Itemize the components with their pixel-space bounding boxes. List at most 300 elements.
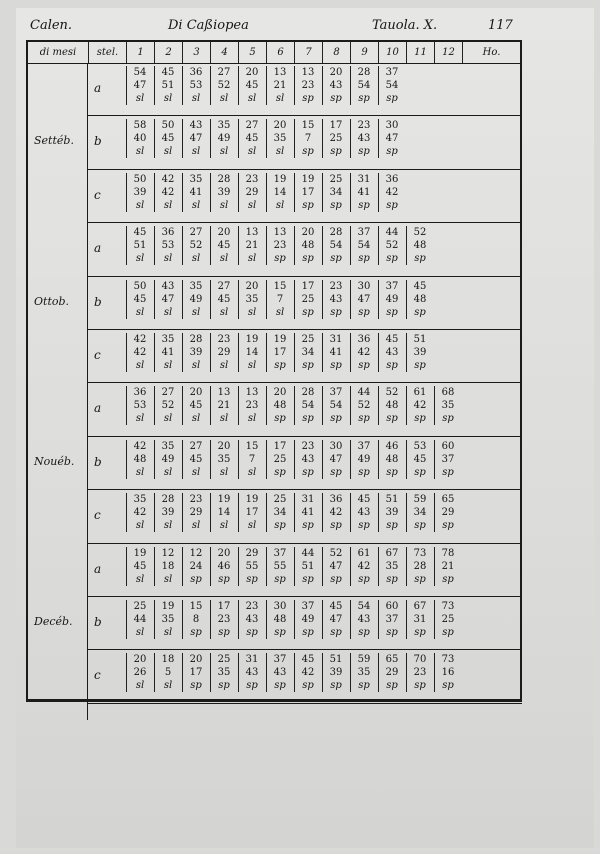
table-cell <box>126 493 153 532</box>
cell-quadrant: sl <box>135 253 145 265</box>
table-cell <box>294 386 321 425</box>
cell-quadrant: sl <box>135 93 145 104</box>
cell-minutes: 25 <box>441 614 455 625</box>
table-cell <box>266 440 293 479</box>
cell-degrees: 13 <box>273 227 287 239</box>
cell-degrees: 27 <box>189 227 203 239</box>
cell-minutes: 45 <box>245 133 259 145</box>
cell-degrees: 73 <box>441 601 455 612</box>
table-cell <box>238 440 265 479</box>
cell-minutes: 45 <box>413 453 427 465</box>
cell-quadrant: sp <box>386 199 398 211</box>
cell-quadrant: sp <box>218 627 230 638</box>
table-cell <box>434 600 461 639</box>
column-header-12: 11 <box>406 42 434 63</box>
cell-minutes: 35 <box>217 667 231 679</box>
column-header-13: 12 <box>434 42 462 63</box>
cell-minutes: 39 <box>329 667 343 679</box>
table-cell <box>294 547 321 586</box>
cell-minutes: 23 <box>301 80 315 91</box>
cell-degrees: 28 <box>189 334 203 345</box>
cell-quadrant: sp <box>442 520 454 532</box>
cell-quadrant: sp <box>358 680 370 692</box>
cell-minutes: 14 <box>217 507 231 519</box>
decade-label: a <box>94 241 102 256</box>
decade-label: c <box>94 668 101 683</box>
ho-column-divider <box>520 42 522 699</box>
cell-degrees: 37 <box>357 227 371 239</box>
cell-degrees: 20 <box>245 280 259 292</box>
cell-quadrant: sl <box>275 306 285 318</box>
cell-minutes: 34 <box>329 186 343 198</box>
table-cell <box>266 66 293 105</box>
header-page-number: 117 <box>488 18 513 33</box>
cell-degrees: 58 <box>133 120 147 132</box>
cell-minutes: 26 <box>133 667 147 679</box>
table-cell <box>294 66 321 105</box>
cell-quadrant: sp <box>274 413 286 425</box>
cell-minutes: 48 <box>385 453 399 465</box>
cell-minutes: 21 <box>217 400 231 412</box>
cell-degrees: 37 <box>385 280 399 292</box>
cell-quadrant: sp <box>302 199 314 211</box>
cell-minutes: 39 <box>413 347 427 358</box>
decade-label: b <box>94 294 102 309</box>
cell-quadrant: sp <box>358 627 370 638</box>
cell-degrees: 73 <box>413 547 427 559</box>
cell-degrees: 35 <box>133 494 147 506</box>
column-header-14: Ho. <box>462 42 520 63</box>
cell-quadrant: sp <box>274 627 286 638</box>
cell-degrees: 36 <box>189 67 203 78</box>
cell-minutes: 21 <box>273 80 287 91</box>
cell-minutes: 34 <box>413 507 427 519</box>
cell-quadrant: sp <box>302 253 314 265</box>
cell-quadrant: sp <box>302 306 314 318</box>
column-header-1: stel. <box>88 42 126 63</box>
cell-minutes: 5 <box>164 667 172 679</box>
table-row <box>88 490 522 543</box>
cell-minutes: 52 <box>385 240 399 252</box>
cell-degrees: 31 <box>301 494 315 506</box>
table-cell <box>294 280 321 319</box>
cell-quadrant: sp <box>442 627 454 638</box>
column-header-3: 2 <box>154 42 182 63</box>
cell-minutes: 47 <box>357 293 371 305</box>
cell-quadrant: sl <box>163 627 173 638</box>
cell-degrees: 13 <box>217 387 231 399</box>
table-row <box>88 223 522 276</box>
table-cell <box>350 653 377 692</box>
cell-degrees: 17 <box>273 440 287 452</box>
cell-minutes: 42 <box>413 400 427 412</box>
table-cell <box>350 280 377 319</box>
cell-quadrant: sp <box>414 413 426 425</box>
cell-minutes: 48 <box>273 614 287 625</box>
cell-quadrant: sp <box>414 520 426 532</box>
cell-minutes: 14 <box>273 186 287 198</box>
cell-quadrant: sp <box>414 253 426 265</box>
table-cell <box>182 226 209 265</box>
table-cell <box>210 280 237 319</box>
cell-minutes: 43 <box>245 667 259 679</box>
cell-degrees: 23 <box>329 280 343 292</box>
cell-minutes: 52 <box>217 80 231 91</box>
cell-degrees: 53 <box>413 440 427 452</box>
cell-minutes: 42 <box>357 560 371 572</box>
decade-label: b <box>94 615 102 629</box>
cell-quadrant: sl <box>135 413 145 425</box>
table-cell <box>238 600 265 639</box>
cell-degrees: 45 <box>385 334 399 345</box>
header-table-number: Tauola. X. <box>372 18 438 33</box>
cell-degrees: 17 <box>217 601 231 612</box>
astronomical-table <box>26 40 522 702</box>
table-cell <box>378 173 405 212</box>
cell-quadrant: sl <box>219 199 229 211</box>
column-header-10: 9 <box>350 42 378 63</box>
cell-quadrant: sl <box>219 306 229 318</box>
table-cell <box>378 226 405 265</box>
cell-quadrant: sp <box>330 413 342 425</box>
table-cell <box>378 493 405 532</box>
table-cell <box>294 600 321 639</box>
cell-minutes: 34 <box>273 507 287 519</box>
cell-quadrant: sp <box>330 466 342 478</box>
cell-degrees: 54 <box>357 601 371 612</box>
table-cell <box>182 66 209 105</box>
cell-minutes: 51 <box>161 80 175 91</box>
table-cell <box>154 119 181 158</box>
cell-minutes: 37 <box>441 453 455 465</box>
cell-minutes: 23 <box>273 240 287 252</box>
header-constellation: Di Caßiopea <box>168 18 249 33</box>
table-cell <box>210 600 237 639</box>
cell-degrees: 20 <box>217 547 231 559</box>
cell-minutes: 17 <box>273 347 287 358</box>
cell-minutes: 41 <box>301 507 315 519</box>
cell-minutes: 54 <box>301 400 315 412</box>
cell-minutes: 7 <box>304 133 312 145</box>
cell-minutes: 47 <box>133 80 147 91</box>
cell-degrees: 25 <box>273 494 287 506</box>
table-cell <box>406 280 433 319</box>
table-cell <box>154 386 181 425</box>
column-header-8: 7 <box>294 42 322 63</box>
table-cell <box>238 493 265 532</box>
cell-quadrant: sl <box>219 146 229 158</box>
cell-minutes: 43 <box>329 80 343 91</box>
table-cell <box>126 333 153 372</box>
table-cell <box>322 226 349 265</box>
cell-degrees: 35 <box>161 334 175 345</box>
cell-quadrant: sl <box>135 573 145 585</box>
cell-minutes: 35 <box>385 560 399 572</box>
cell-minutes: 43 <box>357 133 371 145</box>
cell-degrees: 19 <box>217 494 231 506</box>
table-cell <box>126 66 153 105</box>
cell-degrees: 36 <box>133 387 147 399</box>
cell-minutes: 24 <box>189 560 203 572</box>
cell-quadrant: sp <box>218 573 230 585</box>
cell-minutes: 52 <box>189 240 203 252</box>
table-cell <box>406 226 433 265</box>
cell-minutes: 45 <box>217 240 231 252</box>
cell-degrees: 12 <box>189 547 203 559</box>
cell-degrees: 25 <box>133 601 147 612</box>
cell-quadrant: sl <box>191 253 201 265</box>
cell-degrees: 25 <box>329 173 343 185</box>
table-cell <box>406 386 433 425</box>
cell-minutes: 39 <box>161 507 175 519</box>
cell-degrees: 45 <box>133 227 147 239</box>
cell-degrees: 54 <box>133 67 147 78</box>
cell-degrees: 19 <box>133 547 147 559</box>
table-cell <box>294 119 321 158</box>
cell-degrees: 15 <box>273 280 287 292</box>
cell-degrees: 27 <box>189 440 203 452</box>
cell-degrees: 43 <box>189 120 203 132</box>
column-header-row <box>28 42 520 64</box>
cell-degrees: 23 <box>245 601 259 612</box>
cell-quadrant: sp <box>274 573 286 585</box>
decade-label: a <box>94 81 102 95</box>
cell-degrees: 31 <box>357 173 371 185</box>
table-cell <box>322 280 349 319</box>
cell-degrees: 60 <box>441 440 455 452</box>
table-cell <box>378 66 405 105</box>
table-cell <box>126 226 153 265</box>
header-calendar: Calen. <box>30 18 73 33</box>
cell-degrees: 27 <box>245 120 259 132</box>
table-cell <box>406 440 433 479</box>
cell-minutes: 53 <box>189 80 203 91</box>
cell-quadrant: sl <box>163 466 173 478</box>
cell-quadrant: sp <box>190 573 202 585</box>
cell-quadrant: sp <box>414 466 426 478</box>
table-cell <box>322 386 349 425</box>
table-cell <box>294 493 321 532</box>
cell-quadrant: sp <box>386 627 398 638</box>
cell-minutes: 43 <box>357 507 371 519</box>
table-cell <box>406 653 433 692</box>
table-cell <box>266 119 293 158</box>
cell-minutes: 28 <box>413 560 427 572</box>
cell-degrees: 37 <box>357 440 371 452</box>
cell-minutes: 42 <box>329 507 343 519</box>
cell-degrees: 45 <box>357 494 371 506</box>
cell-minutes: 45 <box>217 293 231 305</box>
table-cell <box>266 333 293 372</box>
table-cell <box>210 653 237 692</box>
cell-quadrant: sl <box>163 680 173 692</box>
cell-minutes: 8 <box>192 614 200 625</box>
column-header-0: di mesi <box>39 47 77 58</box>
cell-minutes: 45 <box>133 560 147 572</box>
table-cell <box>322 173 349 212</box>
cell-quadrant: sp <box>414 627 426 638</box>
cell-quadrant: sl <box>247 93 257 104</box>
cell-minutes: 39 <box>217 186 231 198</box>
cell-quadrant: sp <box>302 680 314 692</box>
table-cell <box>322 119 349 158</box>
cell-minutes: 39 <box>133 186 147 198</box>
table-cell <box>126 600 153 639</box>
cell-degrees: 20 <box>217 227 231 239</box>
table-cell <box>154 66 181 105</box>
cell-minutes: 51 <box>301 560 315 572</box>
cell-degrees: 13 <box>273 67 287 78</box>
table-row <box>88 116 522 169</box>
cell-degrees: 27 <box>217 280 231 292</box>
cell-degrees: 17 <box>329 120 343 132</box>
cell-minutes: 39 <box>189 347 203 358</box>
table-cell <box>434 493 461 532</box>
table-cell <box>378 653 405 692</box>
cell-degrees: 20 <box>301 227 315 239</box>
cell-degrees: 73 <box>441 654 455 666</box>
cell-quadrant: sp <box>330 306 342 318</box>
table-cell <box>210 440 237 479</box>
cell-minutes: 29 <box>441 507 455 519</box>
table-cell <box>126 653 153 692</box>
cell-degrees: 45 <box>301 654 315 666</box>
cell-quadrant: sp <box>358 146 370 158</box>
decade-label: a <box>94 401 102 416</box>
cell-quadrant: sl <box>163 93 173 104</box>
cell-degrees: 60 <box>385 601 399 612</box>
cell-degrees: 19 <box>161 601 175 612</box>
table-cell <box>210 386 237 425</box>
cell-degrees: 61 <box>413 387 427 399</box>
table-cell <box>238 173 265 212</box>
cell-degrees: 52 <box>413 227 427 239</box>
table-cell <box>238 653 265 692</box>
table-cell <box>378 280 405 319</box>
table-cell <box>154 280 181 319</box>
cell-quadrant: sp <box>358 360 370 371</box>
cell-minutes: 47 <box>329 453 343 465</box>
cell-degrees: 28 <box>357 67 371 78</box>
cell-degrees: 19 <box>273 173 287 185</box>
table-cell <box>406 333 433 372</box>
cell-quadrant: sp <box>386 520 398 532</box>
cell-minutes: 54 <box>385 80 399 91</box>
cell-degrees: 19 <box>301 173 315 185</box>
cell-minutes: 31 <box>413 614 427 625</box>
table-cell <box>154 440 181 479</box>
cell-quadrant: sl <box>247 413 257 425</box>
cell-quadrant: sl <box>163 253 173 265</box>
table-cell <box>322 333 349 372</box>
table-row <box>88 544 522 597</box>
cell-quadrant: sl <box>275 199 285 211</box>
cell-minutes: 41 <box>189 186 203 198</box>
table-row <box>88 170 522 223</box>
table-cell <box>210 493 237 532</box>
table-cell <box>182 119 209 158</box>
cell-degrees: 65 <box>385 654 399 666</box>
cell-minutes: 42 <box>301 667 315 679</box>
cell-minutes: 23 <box>413 667 427 679</box>
cell-quadrant: sp <box>302 413 314 425</box>
cell-minutes: 43 <box>245 614 259 625</box>
cell-quadrant: sp <box>442 413 454 425</box>
cell-minutes: 48 <box>273 400 287 412</box>
cell-minutes: 42 <box>161 186 175 198</box>
decade-label: c <box>94 187 101 202</box>
cell-minutes: 47 <box>161 293 175 305</box>
cell-degrees: 36 <box>329 494 343 506</box>
table-cell <box>266 280 293 319</box>
table-cell <box>350 66 377 105</box>
cell-minutes: 52 <box>161 400 175 412</box>
cell-degrees: 59 <box>413 494 427 506</box>
table-cell <box>350 547 377 586</box>
cell-minutes: 46 <box>217 560 231 572</box>
cell-minutes: 43 <box>357 614 371 625</box>
table-cell <box>266 386 293 425</box>
cell-minutes: 18 <box>161 560 175 572</box>
cell-quadrant: sp <box>246 627 258 638</box>
table-cell <box>294 226 321 265</box>
table-cell <box>350 226 377 265</box>
cell-minutes: 29 <box>217 347 231 358</box>
cell-quadrant: sl <box>219 413 229 425</box>
cell-minutes: 39 <box>385 507 399 519</box>
table-cell <box>238 547 265 586</box>
table-cell <box>182 547 209 586</box>
cell-degrees: 25 <box>217 654 231 666</box>
cell-quadrant: sp <box>358 253 370 265</box>
cell-degrees: 19 <box>245 494 259 506</box>
cell-minutes: 49 <box>189 293 203 305</box>
table-cell <box>350 600 377 639</box>
cell-minutes: 42 <box>133 347 147 358</box>
cell-minutes: 44 <box>133 614 147 625</box>
cell-quadrant: sl <box>247 306 257 318</box>
cell-minutes: 29 <box>385 667 399 679</box>
cell-quadrant: sp <box>274 520 286 532</box>
cell-quadrant: sp <box>358 306 370 318</box>
table-cell <box>266 547 293 586</box>
table-cell <box>238 386 265 425</box>
cell-minutes: 49 <box>161 453 175 465</box>
month-label: Nouéb. <box>34 454 75 468</box>
table-cell <box>350 333 377 372</box>
table-cell <box>126 119 153 158</box>
table-cell <box>126 547 153 586</box>
cell-minutes: 34 <box>301 347 315 358</box>
cell-degrees: 20 <box>245 67 259 78</box>
cell-quadrant: sp <box>386 253 398 265</box>
cell-degrees: 18 <box>161 654 175 666</box>
cell-degrees: 44 <box>301 547 315 559</box>
cell-quadrant: sp <box>358 520 370 532</box>
cell-degrees: 61 <box>357 547 371 559</box>
cell-degrees: 23 <box>301 440 315 452</box>
table-cell <box>406 493 433 532</box>
column-header-11: 10 <box>378 42 406 63</box>
cell-quadrant: sp <box>358 413 370 425</box>
cell-minutes: 29 <box>245 186 259 198</box>
table-cell <box>154 333 181 372</box>
cell-minutes: 29 <box>189 507 203 519</box>
table-cell <box>182 386 209 425</box>
cell-quadrant: sp <box>190 627 202 638</box>
cell-minutes: 49 <box>301 614 315 625</box>
table-cell <box>266 493 293 532</box>
